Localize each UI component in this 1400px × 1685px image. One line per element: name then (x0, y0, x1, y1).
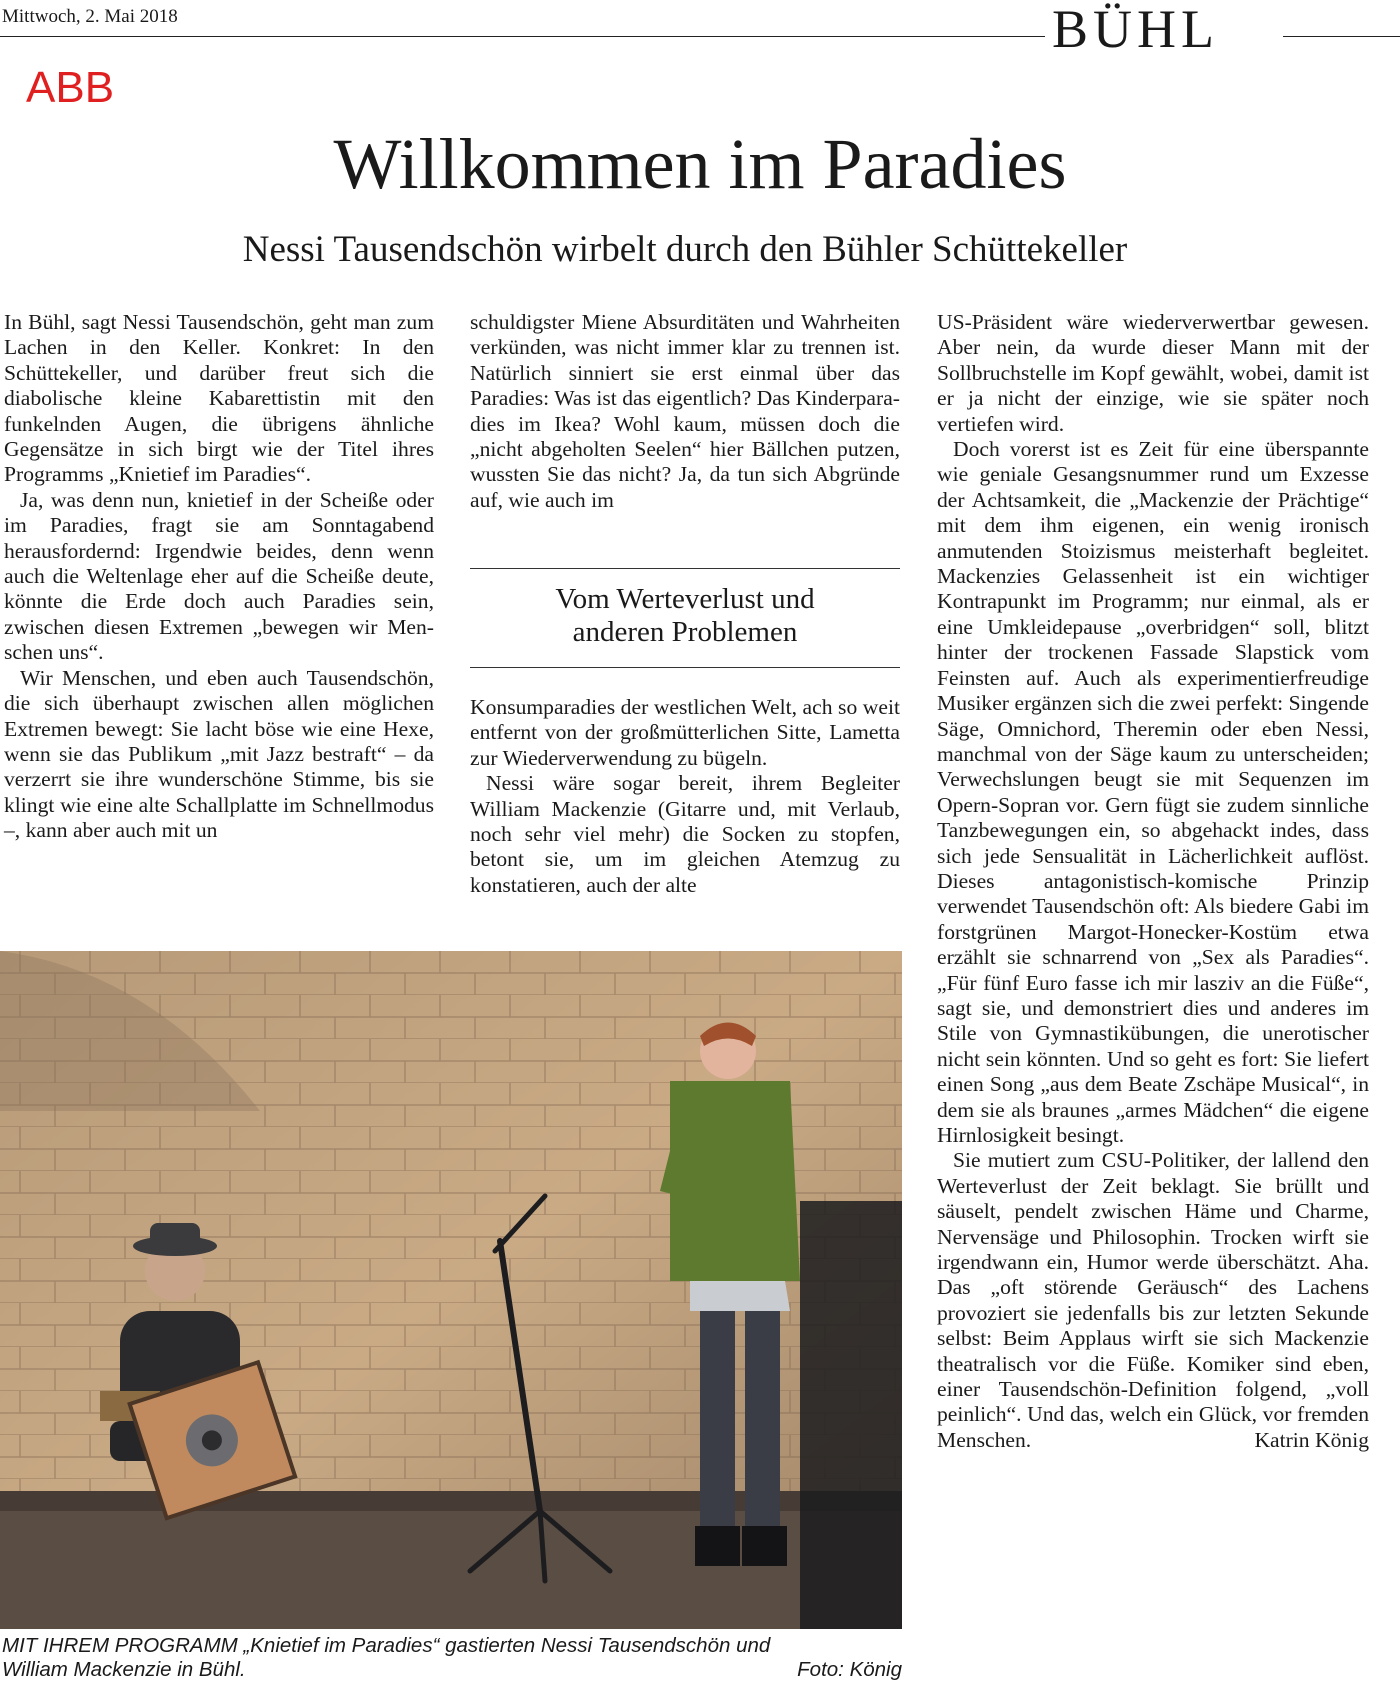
intertitle-line: anderen Problemen (572, 616, 798, 648)
stage-curtain (800, 1201, 902, 1629)
paragraph: Ja, was denn nun, knietief in der Scheiße oder im Paradies, fragt sie am Sonntagabend herausfordernd: Irgendwie beides, denn wenn auch die Weltenlage eher auf die Scheiße deute, könnte die Erde doch auch Paradies sein, zwischen diesen Extremen „bewegen wir Menschen uns“. (4, 487, 434, 665)
caption-line: MIT IHREM PROGRAMM „Knietief im Paradies“ gastierten Nessi Tausendschön und (2, 1634, 771, 1657)
paragraph: schuldigster Miene Absurditäten und Wahrheiten verkünden, was nicht immer klar zu trennen ist. Natürlich sinniert sie erst einmal über das Paradies: Was ist das eigentlich? Das Kinderparadies im Ikea? Wohl kaum, müssen doch die „nicht abgeholten Seelen“ hier Bällchen putzen, wussten Sie das nicht? Ja, da tun sich Abgründe auf, wie auch im (470, 310, 900, 512)
paragraph: Doch vorerst ist es Zeit für eine überspannte wie geniale Gesangsnummer rund um Exzesse der Achtsamkeit, die „Mackenzie der Prächtige“ mit dem ihm eigenen, ein wenig ironisch anmutenden Stoizismus meisterhaft begleitet. Mackenzies Gelassenheit ist ein wichtiger Kontrapunkt im Programm; nur einmal, als er eine Umkleidepause „overbridgen“ soll, blitzt hinter der trockenen Fassade Slapstick vom Feinsten auf. Auch als experimentierfreudige Musiker ergänzen sich die zwei perfekt: Singende Säge, Omnichord, Theremin oder eben Nessi, manchmal von der Säge kaum zu unterscheiden; Verwechslungen beugt sie mit Sequenzen im Opern-Sopran vor. Gern fügt sie zudem sinnliche Tanzbewegungen ein, so abgehackt indes, dass sich jede Sensualität in Lächerlichkeit auflöst. Dieses antagonistisch-komische Prinzip verwendet Tausendschön oft: Als biedere Gabi im forstgrünen Margot-Honecker-Kostüm etwa erzählt sie schnarrend von „Sex als Paradies“. „Für fünf Euro fasse ich mir lasziv an die Füße“, sagt sie, und demonstriert dies und anderes im Stile von Gymnastikübungen, die unerotischer nicht sein könnten. Und so geht es fort: Sie liefert einen Song „aus dem Beate Zschäpe Musical“, in dem sie als braunes „armes Mädchen“ die eigene Hirnlosigkeit besingt. (937, 437, 1369, 1147)
source-tag: ABB (26, 63, 115, 112)
article-headline: Willkommen im Paradies (333, 124, 1067, 204)
article-column-2-bottom (470, 695, 900, 898)
intertitle-box (470, 568, 900, 668)
article-column-2-top (470, 310, 900, 513)
article-column-1 (4, 310, 434, 844)
intertitle-line: Vom Werteverlust und (555, 583, 815, 615)
stage-photo-illustration (0, 951, 902, 1629)
photo-caption (2, 1634, 902, 1682)
section-locality: BÜHL (1052, 0, 1219, 59)
author-name: Katrin König (1254, 1428, 1369, 1453)
caption-line-2 (2, 1658, 902, 1682)
photo-credit: Foto: König (797, 1658, 902, 1681)
article-subheadline: Nessi Tausendschön wirbelt durch den Bühler Schüttekeller (242, 229, 1128, 270)
publication-date: Mittwoch, 2. Mai 2018 (2, 6, 178, 27)
paragraph: In Bühl, sagt Nessi Tausendschön, geht man zum Lachen in den Keller. Konkret: In den Schüttekeller, und darüber freut sich die diabolische kleine Kabarettistin mit den funkelnden Augen, die übrigens ähnliche Gegensätze in sich birgt wie der Titel ihres Programms „Knietief im Paradies“. (4, 310, 434, 487)
paragraph: Wir Menschen, und eben auch Tausendschön, die sich überhaupt zwischen allen möglichen Extremen bewegt: Sie lacht böse wie eine Hexe, wenn sie das Publikum „mit Jazz bestraft“ – da verzerrt sie ihre wunderschöne Stimme, bis sie klingt wie eine alte Schallplatte im Schnellmodus –, kann aber auch mit un (4, 665, 434, 843)
header-rule-right (1283, 36, 1400, 37)
header-rule-left (0, 36, 1045, 37)
paragraph: Nessi wäre sogar bereit, ihrem Begleiter William Mackenzie (Gitarre und, mit Verlaub, noch sehr viel mehr) die Socken zu stopfen, betont sie, um im gleichen Atemzug zu konstatieren, auch der alte (470, 771, 900, 897)
paragraph: Konsumparadies der westlichen Welt, ach so weit entfernt von der großmütterlichen Sitte, Lametta zur Wiederverwendung zu bügeln. (470, 695, 900, 770)
caption-text: William Mackenzie in Bühl. (2, 1658, 246, 1681)
intertitle (470, 583, 900, 649)
paragraph: US-Präsident wäre wiederverwertbar gewesen. Aber nein, da wurde dieser Mann mit der Sollbruchstelle im Kopf gewählt, wobei, damit ist er ja nicht der einzige, wie sie später noch vertiefen wird. (937, 310, 1369, 436)
article-photo (0, 951, 902, 1629)
paragraph: Sie mutiert zum CSU-Politiker, der lallend den Werteverlust der Zeit beklagt. Sie brüllt und säuselt, pendelt zwischen Häme und Charme, Nervensäge und Philosophin. Trocken wirft sie irgendwann ein, Humor werde überschätzt. Aha. Das „oft störende Geräusch“ des Lachens provoziert sie jedenfalls bis zur letzten Sekunde selbst: Beim Applaus wirft sie sich Mackenzie theatralisch vor die Füße. Komiker sind eben, einer Tausendschön-Definition folgend, „voll peinlich“. Und das, welch ein Glück, vor fremden Menschen. (937, 1148, 1369, 1452)
article-column-3 (937, 310, 1369, 1454)
